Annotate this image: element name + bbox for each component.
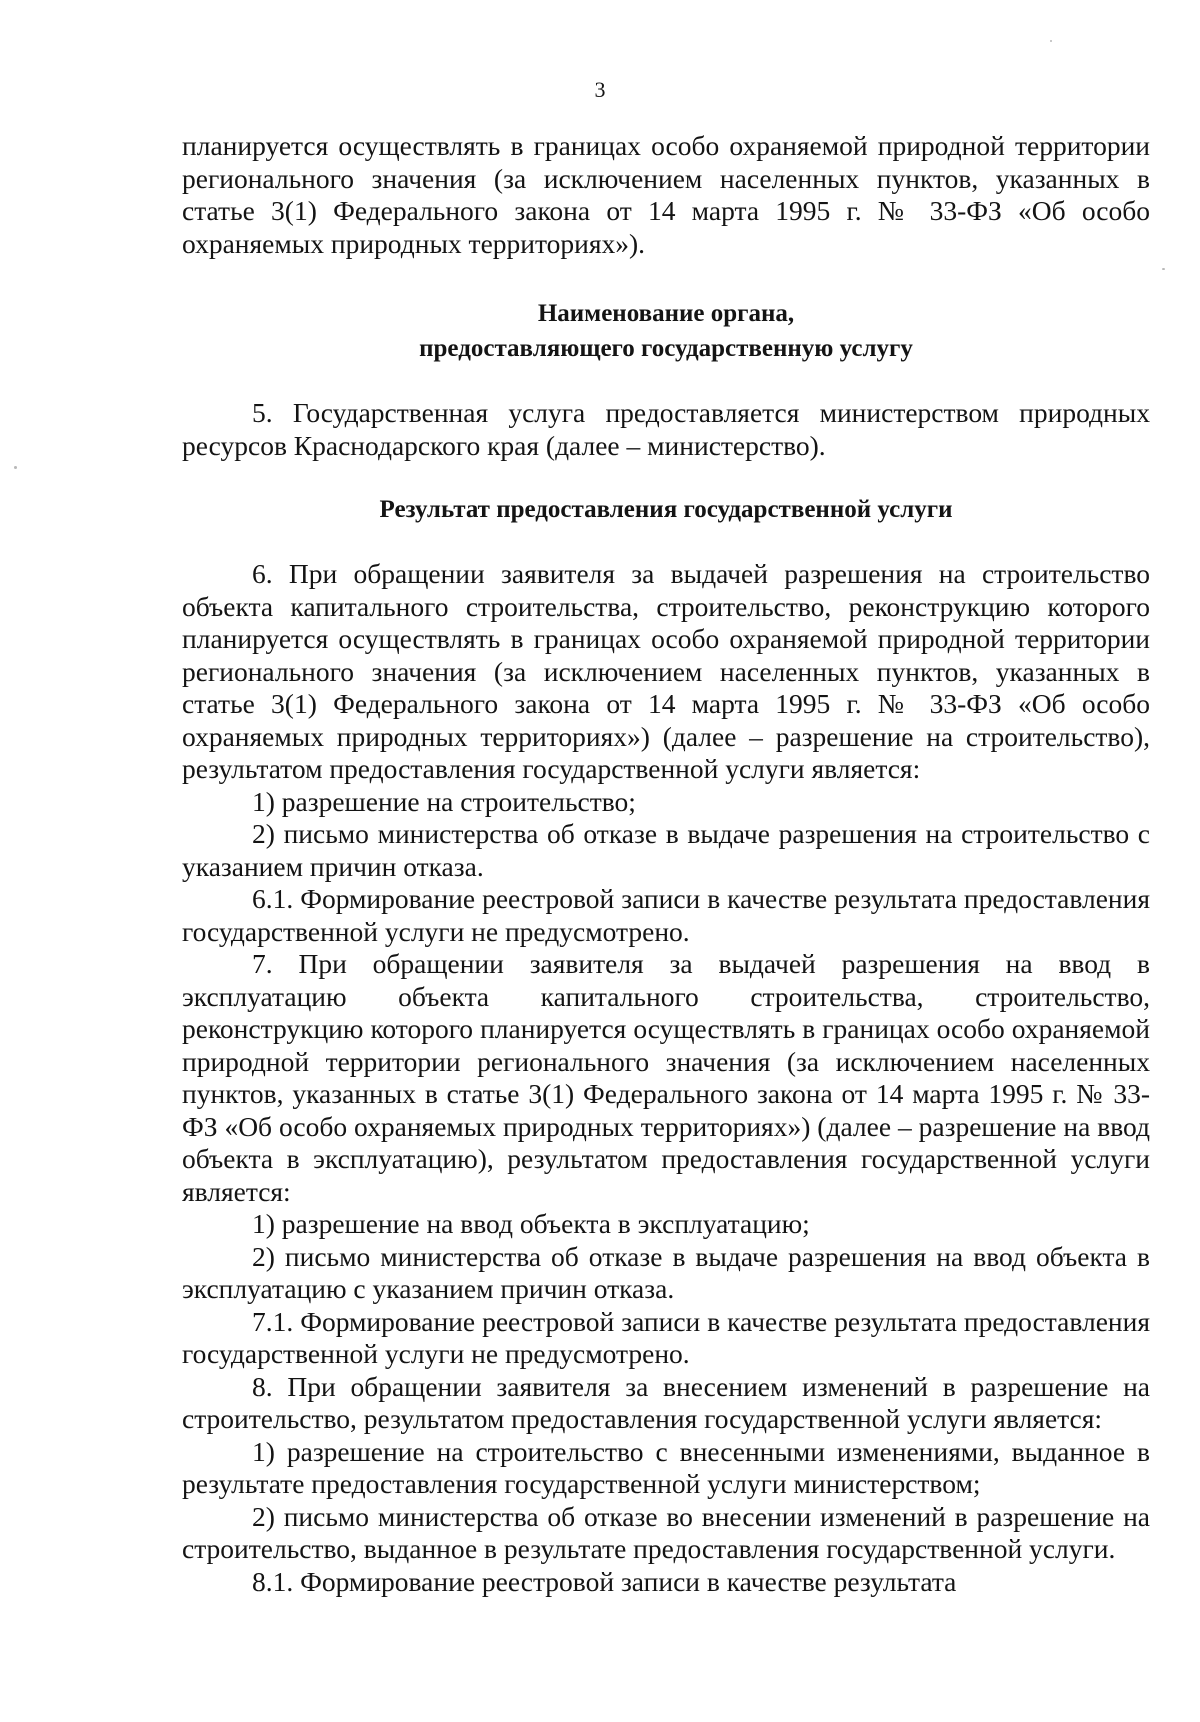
section-heading-authority-line2: предоставляющего государственную услугу — [419, 335, 913, 362]
paragraph-6-item-2: 2) письмо министерства об отказе в выдаче разрешения на строительство с указанием причин отказа. — [182, 818, 1150, 882]
scan-speck — [1050, 40, 1052, 42]
paragraph-8-item-2: 2) письмо министерства об отказе во внесении изменений в разрешение на строительство, выданное в результате предоставления государственной услуги. — [182, 1500, 1150, 1564]
scan-speck — [1162, 268, 1165, 270]
section-heading-result — [182, 492, 1150, 527]
section-heading-authority — [182, 296, 1150, 366]
result-paragraphs-block — [182, 558, 1150, 1598]
scan-speck — [14, 466, 17, 469]
intro-continuation-paragraph: планируется осуществлять в границах особо охраняемой природной территории регионального значения (за исключением населенных пунктов, указанных в статье 3(1) Федерального закона от 14 марта 1995 г. № 33-ФЗ «Об особо охраняемых природных территориях»). — [182, 130, 1150, 259]
paragraph-6-1: 6.1. Формирование реестровой записи в качестве результата предоставления государственной услуги не предусмотрено. — [182, 883, 1150, 947]
paragraph-7: 7. При обращении заявителя за выдачей разрешения на ввод в эксплуатацию объекта капитального строительства, строительство, реконструкцию которого планируется осуществлять в границах особо охраняемой природной территории регионального значения (за исключением населенных пунктов, указанных в статье 3(1) Федерального закона от 14 марта 1995 г. № 33-ФЗ «Об особо охраняемых природных территориях») (далее – разрешение на ввод объекта в эксплуатацию), результатом предоставления государственной услуги является: — [182, 948, 1150, 1207]
paragraph-8-1: 8.1. Формирование реестровой записи в качестве результата — [252, 1565, 957, 1597]
section-heading-result-line: Результат предоставления государственной услуги — [379, 496, 953, 523]
paragraph-6: 6. При обращении заявителя за выдачей разрешения на строительство объекта капитального строительства, строительство, реконструкцию которого планируется осуществлять в границах особо охраняемой природной территории регионального значения (за исключением населенных пунктов, указанных в статье 3(1) Федерального закона от 14 марта 1995 г. № 33-ФЗ «Об особо охраняемых природных территориях») (далее – разрешение на строительство), результатом предоставления государственной услуги является: — [182, 558, 1150, 784]
paragraph-5-block — [182, 397, 1150, 462]
paragraph-7-item-2: 2) письмо министерства об отказе в выдаче разрешения на ввод объекта в эксплуатацию с указанием причин отказа. — [182, 1240, 1150, 1304]
section-heading-authority-line1: Наименование органа, — [537, 300, 795, 327]
intro-paragraph-block — [182, 130, 1150, 260]
paragraph-5: 5. Государственная услуга предоставляется министерством природных ресурсов Краснодарского края (далее – министерство). — [182, 397, 1150, 461]
paragraph-7-item-1: 1) разрешение на ввод объекта в эксплуатацию; — [252, 1208, 810, 1239]
paragraph-8-item-1: 1) разрешение на строительство с внесенными изменениями, выданное в результате предоставления государственной услуги министерством; — [182, 1435, 1150, 1499]
paragraph-6-item-1: 1) разрешение на строительство; — [252, 785, 636, 817]
page-number: 3 — [594, 77, 606, 102]
paragraph-7-1: 7.1. Формирование реестровой записи в качестве результата предоставления государственной услуги не предусмотрено. — [182, 1305, 1150, 1369]
paragraph-8: 8. При обращении заявителя за внесением изменений в разрешение на строительство, результатом предоставления государственной услуги является: — [182, 1370, 1150, 1434]
